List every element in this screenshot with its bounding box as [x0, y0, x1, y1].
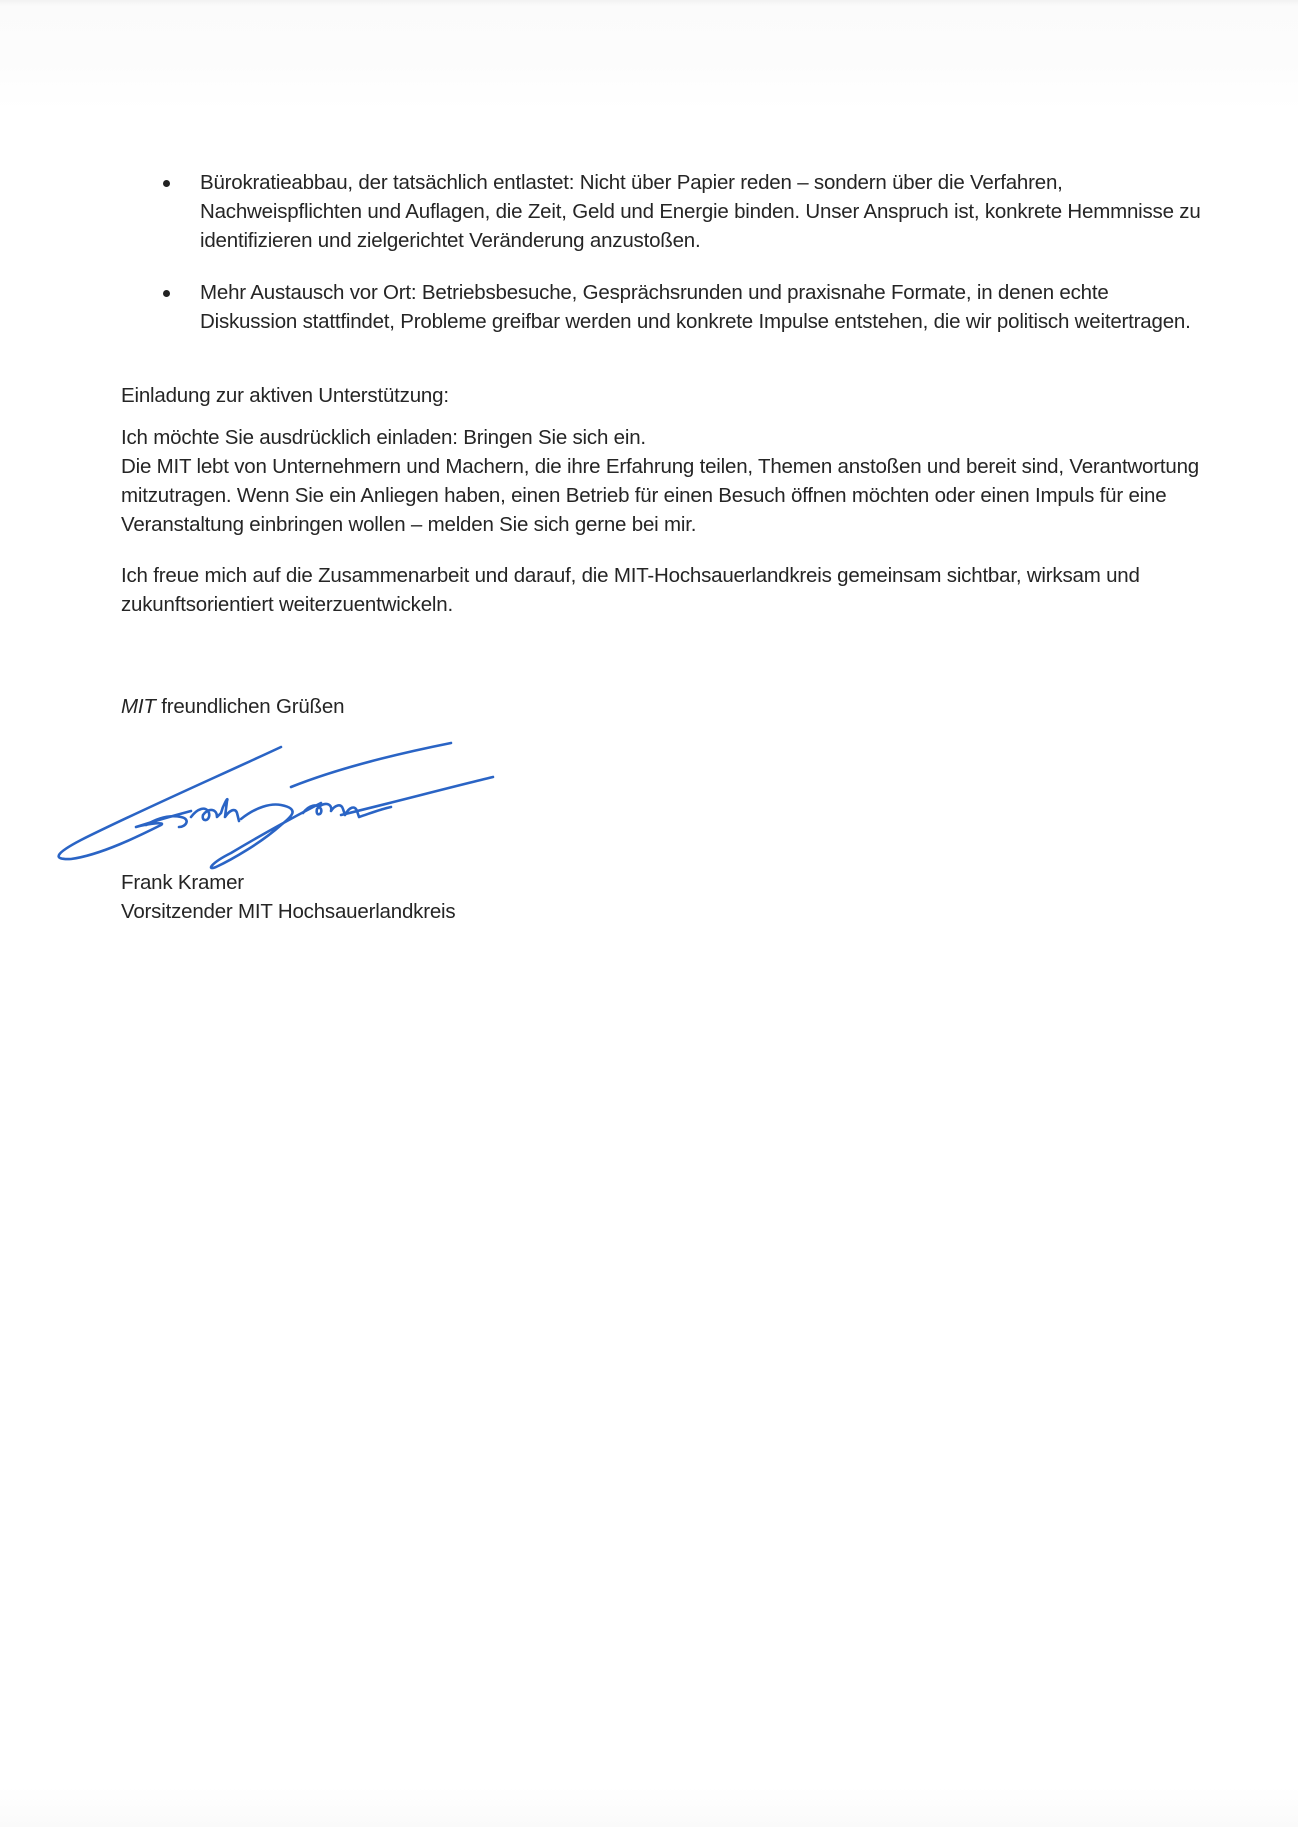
bullet-icon [163, 290, 170, 297]
closing-paragraph: Ich freue mich auf die Zusammenarbeit und darauf, die MIT-Hochsauerlandkreis gemeinsam sichtbar, wirksam und zukunftsorientiert weiterzuentwickeln. [121, 564, 1140, 616]
bullet-text: Mehr Austausch vor Ort: Betriebsbesuche, Gesprächsrunden und praxisnahe Formate, in denen echte Diskussion stattfindet, Probleme greifbar werden und konkrete Impulse entstehen, die wir politisch weitertragen. [200, 281, 1191, 333]
bullet-item [121, 278, 1211, 336]
invite-line: Ich möchte Sie ausdrücklich einladen: Bringen Sie sich ein. [121, 426, 646, 449]
invite-paragraph [121, 423, 1211, 539]
signature-icon [41, 735, 501, 875]
greeting [121, 692, 1211, 721]
invite-heading: Einladung zur aktiven Unterstützung: [121, 384, 449, 407]
bullet-item [121, 168, 1211, 255]
greeting-italic: MIT [121, 695, 156, 718]
signer-name: Frank Kramer [121, 871, 244, 894]
bullet-text: Bürokratieabbau, der tatsächlich entlastet: Nicht über Papier reden – sondern über die Verfahren, Nachweispflichten und Auflagen, die Zeit, Geld und Energie binden. Unser Anspruch ist, konkrete Hemmnisse zu identifizieren und zielgerichtet Veränderung anzustoßen. [200, 171, 1201, 252]
page-bottom-shadow [0, 1787, 1298, 1827]
invite-line: Die MIT lebt von Unternehmern und Machern, die ihre Erfahrung teilen, Themen anstoßen und bereit sind, Verantwortung mitzutragen. Wenn Sie ein Anliegen haben, einen Betrieb für einen Besuch öffnen möchten oder einen Impuls für eine Veranstaltung einbringen wollen – melden Sie sich gerne bei mir. [121, 455, 1199, 536]
bullet-list [121, 168, 1211, 359]
signature-stroke [341, 777, 493, 815]
greeting-rest: freundlichen Grüßen [155, 695, 345, 718]
page-top-shadow [0, 0, 1298, 110]
signature-stroke [146, 816, 187, 827]
signature-stroke [291, 743, 451, 787]
signature-stroke [191, 799, 239, 821]
bullet-icon [163, 180, 170, 187]
signer-title: Vorsitzender MIT Hochsauerlandkreis [121, 900, 456, 923]
